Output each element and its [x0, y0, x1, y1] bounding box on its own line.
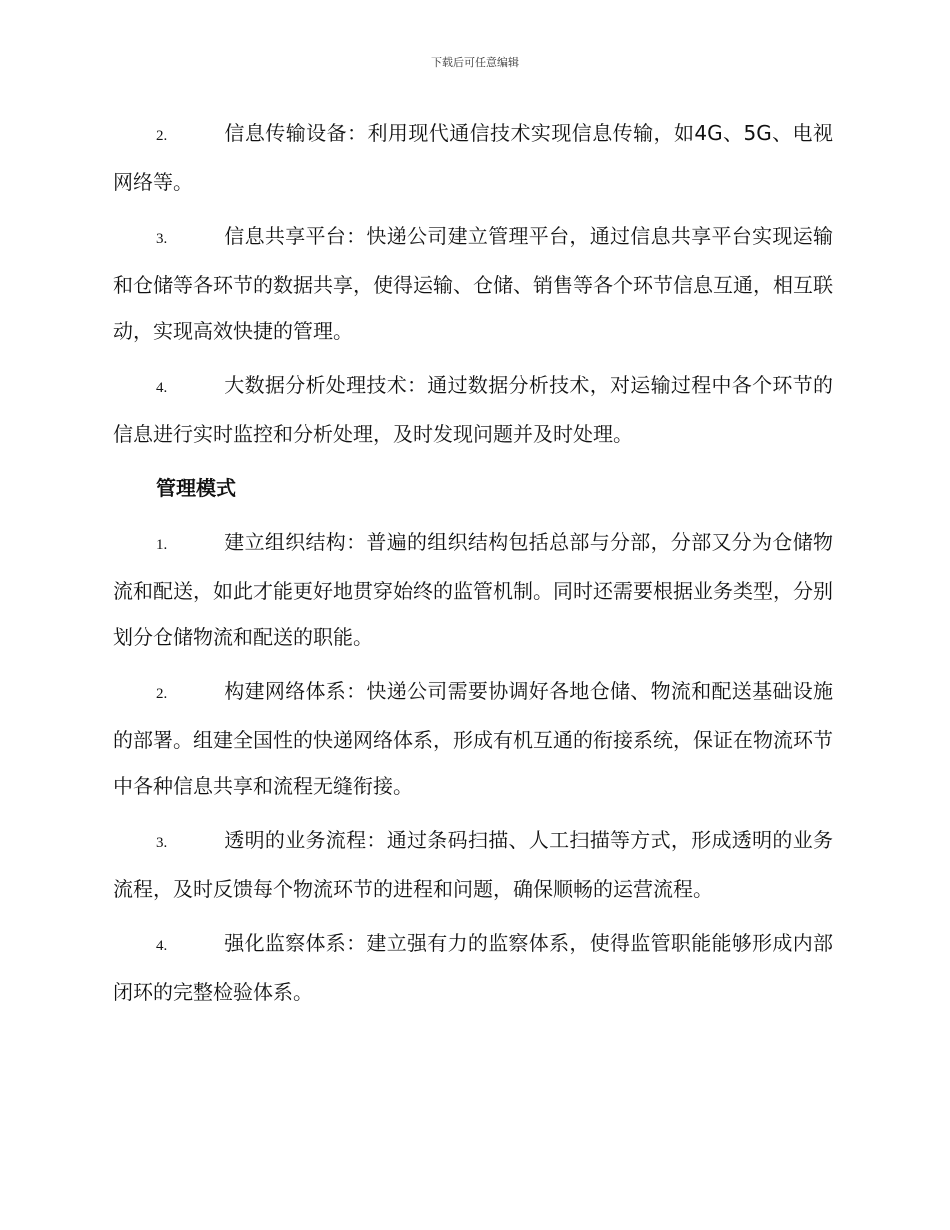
list-item-text: 构建网络体系：快递公司需要协调好各地仓储、物流和配送基础设施的部署。组建全国性的快递网络体系，形成有机互通的衔接系统，保证在物流环节中各种信息共享和流程无缝衔接。 [113, 679, 833, 798]
list-item [113, 110, 833, 205]
list-item-text: 强化监察体系：建立强有力的监察体系，使得监管职能能够形成内部闭环的完整检验体系。 [113, 931, 833, 1004]
list-item-text: 透明的业务流程：通过条码扫描、人工扫描等方式，形成透明的业务流程，及时反馈每个物流环节的进程和问题，确保顺畅的运营流程。 [113, 828, 833, 901]
page-header: 下载后可任意编辑 [431, 56, 519, 69]
list-item-number: 2. [156, 128, 168, 144]
list-item-number: 4. [156, 938, 168, 954]
section-heading: 管理模式 [156, 476, 236, 500]
list-item-text: 信息共享平台：快递公司建立管理平台，通过信息共享平台实现运输和仓储等各环节的数据共享，使得运输、仓储、销售等各个环节信息互通，相互联动，实现高效快捷的管理。 [113, 224, 833, 343]
list-item [113, 920, 833, 1015]
list-item-number: 3. [156, 835, 168, 851]
list-item [113, 213, 833, 354]
list-item [113, 362, 833, 457]
list-item-text: 大数据分析处理技术：通过数据分析技术，对运输过程中各个环节的信息进行实时监控和分析处理，及时发现问题并及时处理。 [113, 373, 833, 446]
list-item-number: 2. [156, 686, 168, 702]
document-body [113, 110, 833, 1023]
list-item-text: 建立组织结构：普遍的组织结构包括总部与分部，分部又分为仓储物流和配送，如此才能更好地贯穿始终的监管机制。同时还需要根据业务类型，分别划分仓储物流和配送的职能。 [113, 530, 833, 649]
list-item-number: 1. [156, 537, 168, 553]
list-item-number: 3. [156, 231, 168, 247]
list-item [113, 519, 833, 660]
list-item-number: 4. [156, 380, 168, 396]
list-item [113, 817, 833, 912]
list-item [113, 668, 833, 809]
list-item-text: 信息传输设备：利用现代通信技术实现信息传输，如4G、5G、电视网络等。 [113, 121, 833, 194]
